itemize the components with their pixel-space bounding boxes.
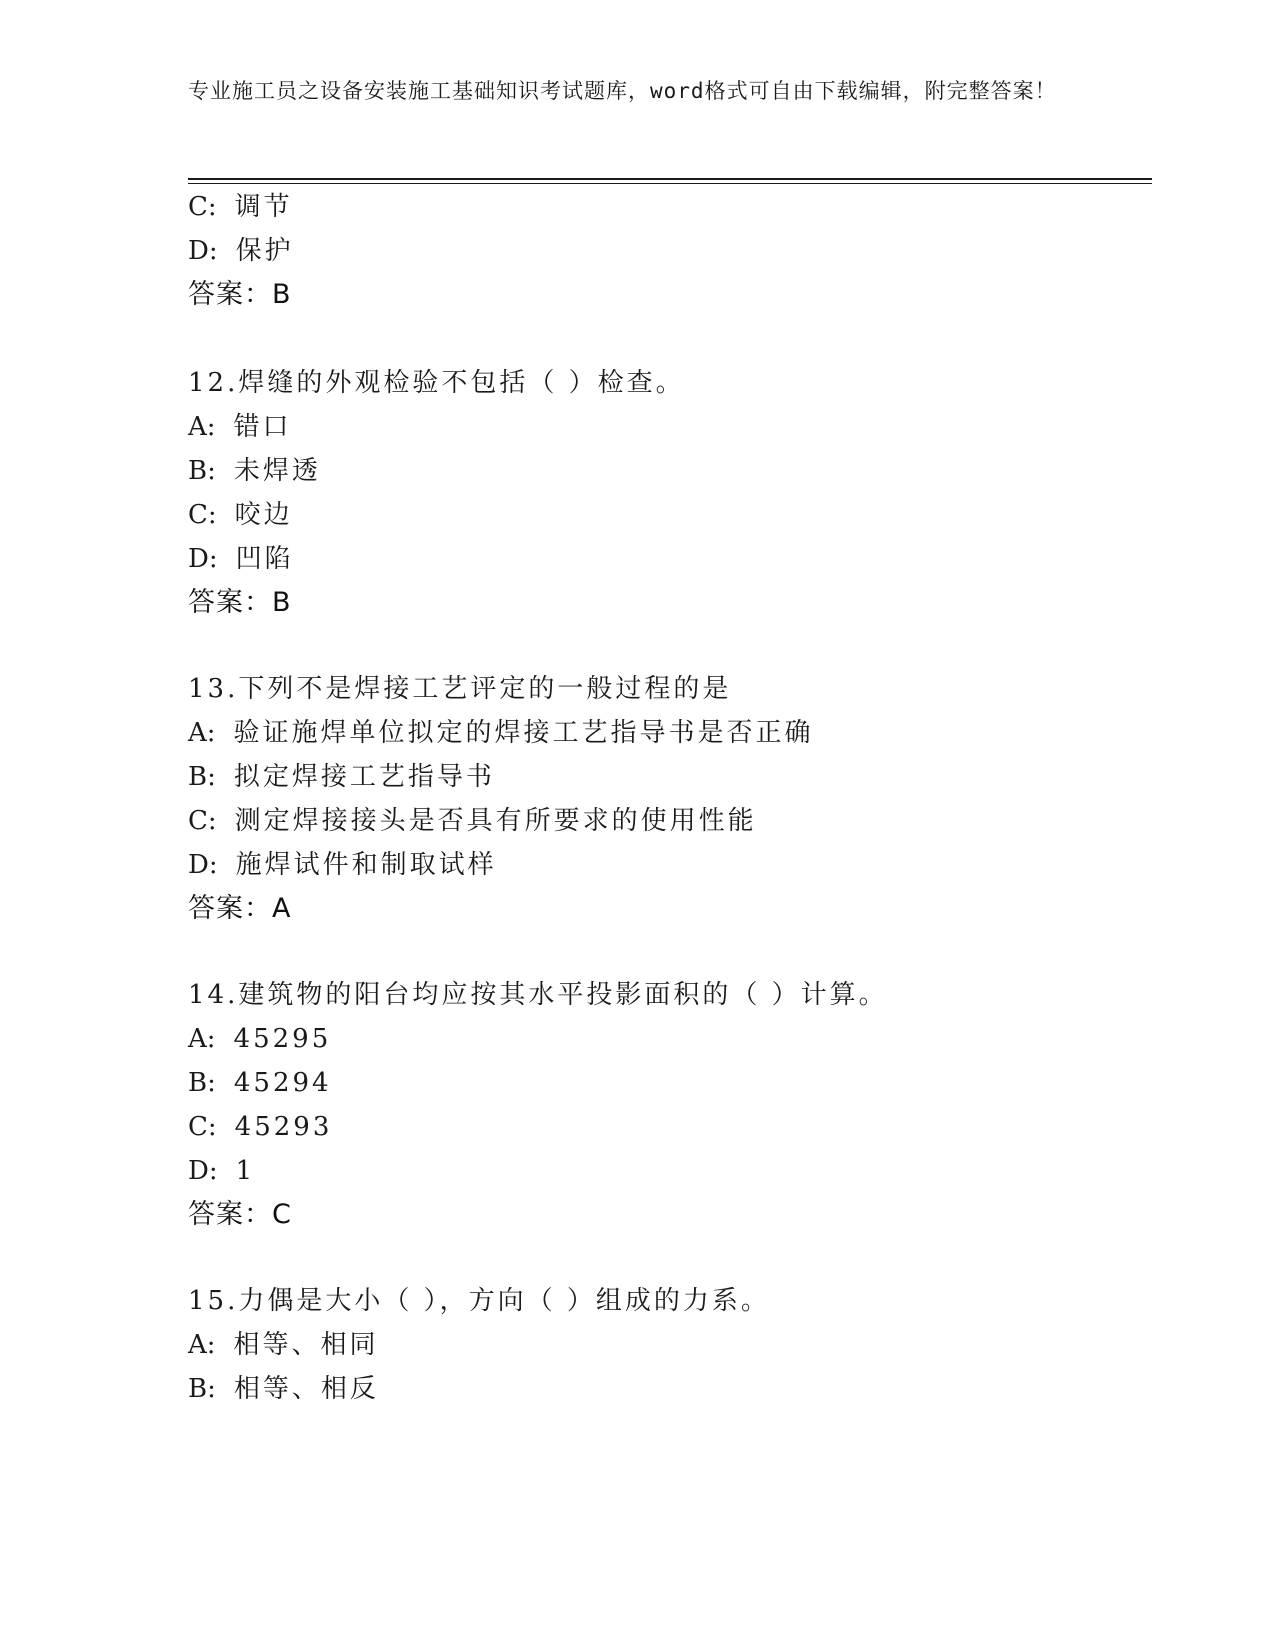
option-text: 施焊试件和制取试样	[235, 850, 497, 880]
header-divider-thin	[188, 183, 1152, 184]
option-text: 验证施焊单位拟定的焊接工艺指导书是否正确	[233, 718, 814, 748]
option-label: B:	[188, 762, 216, 792]
option-text: 错口	[233, 412, 292, 442]
option-label: D:	[188, 236, 218, 266]
option-text: 凹陷	[235, 544, 294, 574]
option-b	[188, 1066, 332, 1100]
option-label: A:	[188, 1024, 216, 1054]
option-a	[188, 716, 814, 750]
option-label: C:	[188, 806, 217, 836]
answer-line: 答案：A	[188, 893, 292, 924]
question-stem-15: 15.力偶是大小（ ），方向（ ）组成的力系。	[188, 1286, 770, 1316]
question-stem-14: 14.建筑物的阳台均应按其水平投影面积的（ ）计算。	[188, 980, 888, 1010]
option-text: 调节	[234, 192, 293, 222]
option-text: 保护	[235, 236, 294, 266]
option-text: 相等、相反	[233, 1374, 379, 1404]
option-b	[188, 760, 495, 794]
option-a	[188, 1022, 331, 1056]
option-b	[188, 1372, 379, 1406]
option-c	[188, 190, 293, 224]
answer-line: 答案：B	[188, 279, 292, 310]
option-d	[188, 848, 497, 882]
option-b	[188, 454, 321, 488]
option-text: 45293	[234, 1112, 333, 1142]
option-label: D:	[188, 850, 218, 880]
option-label: D:	[188, 544, 218, 574]
question-stem-12: 12.焊缝的外观检验不包括（ ）检查。	[188, 368, 685, 398]
option-label: A:	[188, 412, 216, 442]
option-d	[188, 234, 294, 268]
option-c	[188, 1110, 332, 1144]
option-c	[188, 804, 757, 838]
answer-line: 答案：C	[188, 1199, 292, 1230]
option-text: 45295	[233, 1024, 332, 1054]
header-divider-thick	[188, 178, 1152, 180]
option-label: D:	[188, 1156, 218, 1186]
option-a	[188, 410, 292, 444]
option-label: A:	[188, 718, 216, 748]
option-label: B:	[188, 456, 216, 486]
option-d	[188, 542, 294, 576]
option-text: 咬边	[234, 500, 293, 530]
option-text: 45294	[233, 1068, 332, 1098]
option-label: B:	[188, 1374, 216, 1404]
option-label: C:	[188, 500, 217, 530]
option-text: 1	[235, 1156, 256, 1186]
option-label: C:	[188, 1112, 217, 1142]
option-d	[188, 1154, 255, 1188]
question-stem-13: 13.下列不是焊接工艺评定的一般过程的是	[188, 674, 732, 704]
option-c	[188, 498, 293, 532]
option-a	[188, 1328, 379, 1362]
option-text: 相等、相同	[233, 1330, 379, 1360]
option-label: C:	[188, 192, 217, 222]
answer-line: 答案：B	[188, 587, 292, 618]
option-text: 测定焊接接头是否具有所要求的使用性能	[234, 806, 757, 836]
document-header	[188, 74, 1068, 108]
option-text: 拟定焊接工艺指导书	[233, 762, 495, 792]
option-text: 未焊透	[233, 456, 321, 486]
option-label: B:	[188, 1068, 216, 1098]
header-text: 专业施工员之设备安装施工基础知识考试题库，word格式可自由下载编辑，附完整答案！	[188, 79, 1057, 103]
option-label: A:	[188, 1330, 216, 1360]
